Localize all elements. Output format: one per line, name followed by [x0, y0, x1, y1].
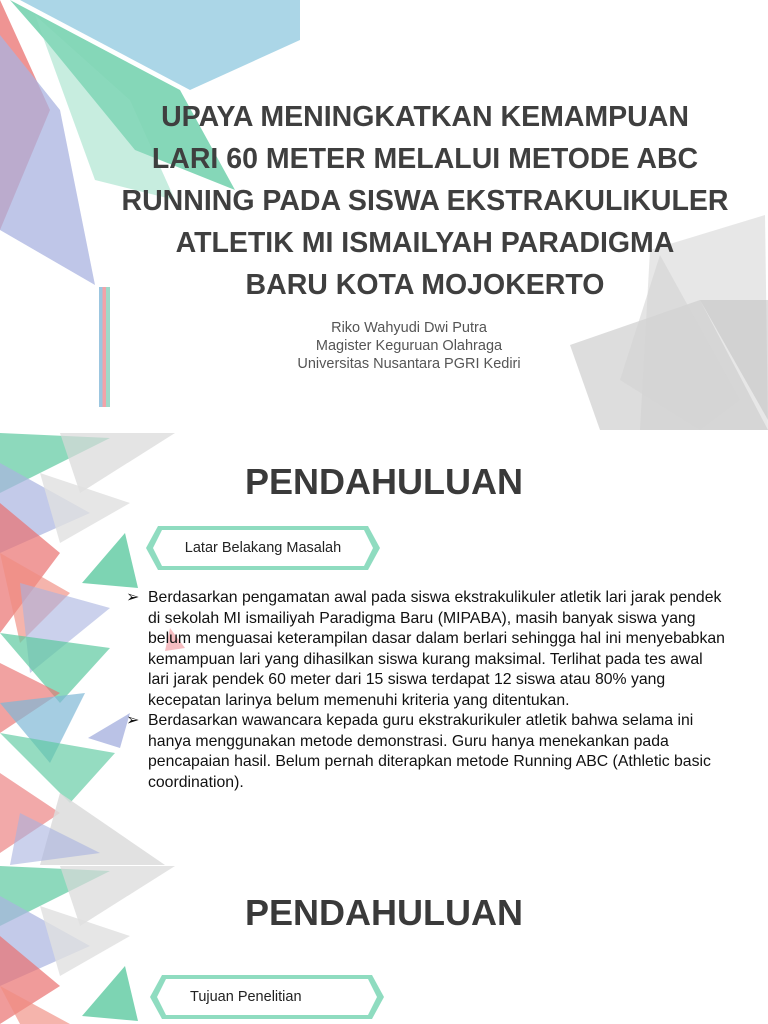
- program-name: Magister Keguruan Olahraga: [315, 338, 503, 354]
- bullet-text: Berdasarkan pengamatan awal pada siswa ekstrakulikuler atletik lari jarak pendek di sekolah MI ismailiyah Paradigma Baru (MIPABA), masih banyak siswa yang belum menguasai keterampilan dasar dalam berlari sehingga hal ini menyebabkan kemampuan lari yang dihasilkan siswa kurang maksimal. Terlihat pada tes awal lari jarak pendek 60 meter dari 15 siswa terdapat 12 siswa atau 80% yang kecepatan larinya belum memenuhi kriteria yang ditentukan.: [148, 589, 725, 709]
- bullet-list: [126, 588, 726, 793]
- section-heading: PENDAHULUAN: [245, 461, 523, 502]
- author-name: Riko Wahyudi Dwi Putra: [331, 320, 487, 336]
- bullet-text: Berdasarkan wawancara kepada guru ekstrakurikuler atletik bahwa selama ini hanya menggunakan metode demonstrasi. Guru hanya menekankan pada pencapaian hasil. Belum pernah diterapkan metode Running ABC (Athletic basic coordination).: [148, 712, 711, 791]
- bullet-item: [126, 588, 726, 711]
- intro-slide: [0, 433, 768, 865]
- bg-shape-lavender-3: [88, 713, 130, 748]
- intro-slide-2: [0, 866, 768, 1024]
- title-line: LARI 60 METER MELALUI METODE ABC: [151, 143, 699, 175]
- university-name: Universitas Nusantara PGRI Kediri: [297, 356, 521, 372]
- title-line: UPAYA MENINGKATKAN KEMAMPUAN: [161, 101, 689, 133]
- arrow-bullet-icon: ➢: [126, 589, 140, 606]
- section-tag-label: Tujuan Penelitian: [190, 989, 302, 1005]
- section-tag-label: Latar Belakang Masalah: [184, 540, 342, 556]
- decorative-background: [0, 866, 768, 1024]
- section-tag: [150, 975, 384, 1019]
- author-block: [200, 319, 618, 373]
- title-slide: [0, 0, 768, 432]
- section-tag: [146, 526, 380, 570]
- bg-shape-teal-2: [82, 966, 138, 1021]
- bullet-item: [126, 711, 726, 793]
- bg-shape-teal-2: [82, 533, 138, 588]
- arrow-bullet-icon: ➢: [126, 712, 140, 729]
- title-line: ATLETIK MI ISMAILYAH PARADIGMA: [175, 227, 675, 259]
- title-line: RUNNING PADA SISWA EKSTRAKULIKULER: [121, 185, 729, 217]
- section-heading: PENDAHULUAN: [245, 892, 523, 933]
- presentation-title: [100, 96, 750, 306]
- title-line: BARU KOTA MOJOKERTO: [245, 269, 605, 301]
